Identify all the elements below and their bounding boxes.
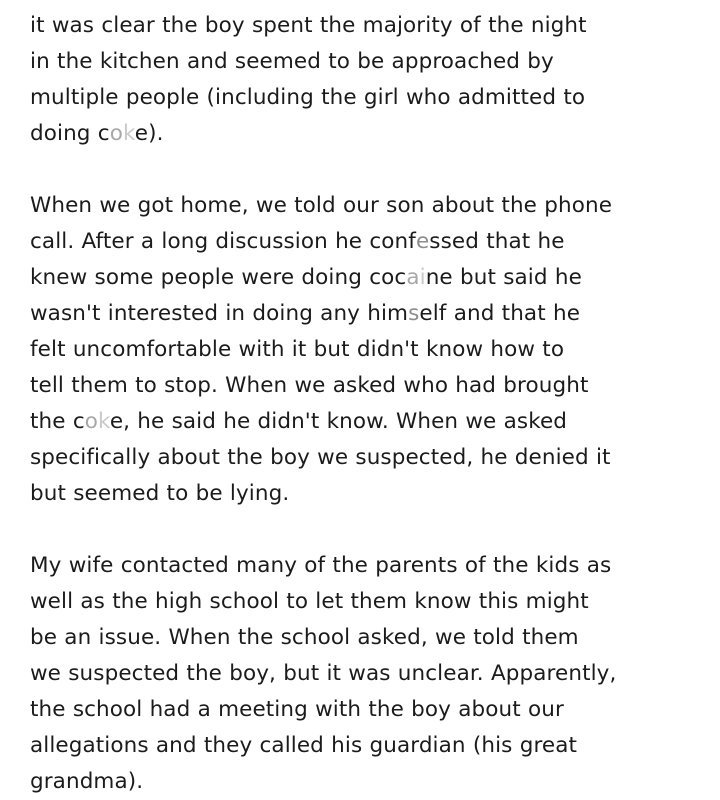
paragraph-3-line-4: we suspected the boy, but it was unclear. Apparently, <box>30 661 617 686</box>
paragraph-2-line-8: specifically about the boy we suspected, he denied it <box>30 445 611 470</box>
paragraph-3-line-5: the school had a meeting with the boy about our <box>30 697 564 722</box>
paragraph-3-line-2: well as the high school to let them know this might <box>30 589 589 614</box>
paragraph-2-line-9: but seemed to be lying. <box>30 481 290 506</box>
paragraph-3 <box>30 548 694 800</box>
paragraph-1-line-2: in the kitchen and seemed to be approached by <box>30 49 554 74</box>
paragraph-2-line-7: the coke, he said he didn't know. When we asked <box>30 409 568 434</box>
paragraph-1-line-1: it was clear the boy spent the majority of the night <box>30 13 587 38</box>
paragraph-2-line-4: wasn't interested in doing any himself and that he <box>30 301 581 326</box>
paragraph-1-line-4: doing coke). <box>30 121 164 146</box>
paragraph-2 <box>30 188 694 512</box>
paragraph-2-line-1: When we got home, we told our son about the phone <box>30 193 613 218</box>
paragraph-2-line-2: call. After a long discussion he confessed that he <box>30 229 565 254</box>
paragraph-2-line-5: felt uncomfortable with it but didn't know how to <box>30 337 565 362</box>
paragraph-2-line-6: tell them to stop. When we asked who had brought <box>30 373 589 398</box>
paragraph-3-line-3: be an issue. When the school asked, we told them <box>30 625 579 650</box>
paragraph-2-line-3: knew some people were doing cocaine but said he <box>30 265 582 290</box>
paragraph-3-line-1: My wife contacted many of the parents of the kids as <box>30 553 612 578</box>
paragraph-1 <box>30 8 694 152</box>
paragraph-1-line-3: multiple people (including the girl who admitted to <box>30 85 586 110</box>
paragraph-3-line-6: allegations and they called his guardian (his great <box>30 733 578 758</box>
clipped-top-line <box>30 0 694 6</box>
paragraph-3-line-7: grandma). <box>30 769 144 794</box>
